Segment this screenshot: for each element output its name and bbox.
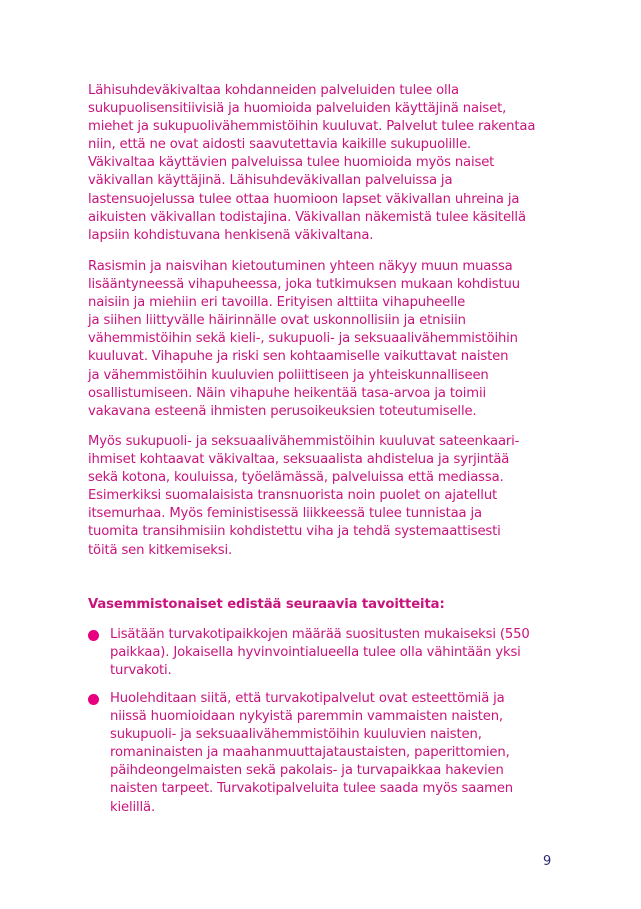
text-line: ihmiset kohtaavat väkivaltaa, seksuaalista ahdistelua ja syrjintää [88, 452, 510, 468]
text-line: miehet ja sukupuolivähemmistöihin kuuluvat. Palvelut tulee rakentaa [88, 119, 536, 135]
text-line: vähemmistöihin sekä kieli-, sukupuoli- ja seksuaalivähemmistöihin [88, 331, 518, 347]
text-line: vakavana esteenä ihmisten perusoikeuksien toteutumiselle. [88, 403, 477, 419]
text-line: itsemurhaa. Myös feministisessä liikkeessä tulee tunnistaa ja [88, 506, 482, 522]
text-line: Lisätään turvakotipaikkojen määrää suositusten mukaiseksi (550 [110, 627, 530, 642]
paragraph-hate-speech [88, 258, 560, 421]
paragraph-minorities-violence [88, 433, 560, 560]
text-line: lastensuojelussa tulee ottaa huomioon lapset väkivallan uhreina ja [88, 191, 520, 207]
text-line: sukupuoli- ja seksuaalivähemmistöihin kuuluvien naisten, [110, 727, 482, 743]
text-line: sukupuolisensitiivisiä ja huomioida palveluiden käyttäjinä naiset, [88, 101, 507, 117]
bullet-icon [88, 630, 99, 641]
text-line: naisiin ja miehiin eri tavoilla. Erityisen alttiita vihapuheelle [88, 295, 466, 311]
text-line: sekä kotona, kouluissa, työelämässä, palveluissa että mediassa. [88, 470, 504, 486]
text-line: tuomita transihmisiin kohdistettu viha ja tehdä systemaattisesti [88, 524, 501, 540]
text-line: kuuluvat. Vihapuhe ja riski sen kohtaamiselle vaikuttavat naisten [88, 349, 509, 365]
page-number: 9 [543, 854, 552, 869]
text-line: naisten tarpeet. Turvakotipalveluita tulee saada myös saamen [110, 781, 514, 797]
text-line: ja siihen liittyvälle häirinnälle ovat uskonnollisiin ja etnisiin [88, 313, 466, 329]
text-line: Rasismin ja naisvihan kietoutuminen yhteen näkyy muun muassa [88, 259, 513, 274]
text-line: väkivallan käyttäjinä. Lähisuhdeväkivallan palveluissa ja [88, 173, 453, 189]
text-line: töitä sen kitkemiseksi. [88, 542, 233, 558]
bullet-icon [88, 694, 99, 705]
text-line: niin, että ne ovat aidosti saavutettavia kaikille sukupuolille. [88, 137, 472, 153]
text-line: Esimerkiksi suomalaisista transnuorista noin puolet on ajatellut [88, 488, 498, 504]
text-line: Huolehditaan siitä, että turvakotipalvelut ovat esteettömiä ja [110, 691, 505, 706]
text-line: lapsiin kohdistuvana henkisenä väkivaltana. [88, 227, 374, 243]
text-line: aikuisten väkivallan todistajina. Väkivallan näkemistä tulee käsitellä [88, 209, 526, 225]
text-line: lisääntyneessä vihapuheessa, joka tutkimuksen mukaan kohdistuu [88, 277, 520, 293]
text-line: päihdeongelmaisten sekä pakolais- ja turvapaikkaa hakevien [110, 763, 504, 779]
text-line: osallistumiseen. Näin vihapuhe heikentää tasa-arvoa ja toimii [88, 385, 486, 401]
text-line: ja vähemmistöihin kuuluvien poliittiseen ja yhteiskunnalliseen [88, 367, 489, 383]
text-line: Lähisuhdeväkivaltaa kohdanneiden palveluiden tulee olla [88, 83, 459, 98]
text-line: niissä huomioidaan nykyistä paremmin vammaisten naisten, [110, 709, 503, 725]
paragraph-domestic-violence-services [88, 82, 560, 245]
text-line: Myös sukupuoli- ja seksuaalivähemmistöihin kuuluvat sateenkaari- [88, 434, 520, 449]
section-heading: Vasemmistonaiset edistää seuraavia tavoitteita: [88, 597, 445, 612]
bullet-text [110, 690, 513, 817]
text-line: paikkaa). Jokaisella hyvinvointialueella tulee olla vähintään yksi [110, 645, 521, 661]
bullet-text [110, 626, 530, 680]
text-line: romaninaisten ja maahanmuuttajataustaisten, paperittomien, [110, 745, 510, 761]
text-line: turvakoti. [110, 663, 172, 679]
text-line: kielillä. [110, 799, 155, 815]
text-line: Väkivaltaa käyttävien palveluissa tulee huomioida myös naiset [88, 155, 495, 171]
